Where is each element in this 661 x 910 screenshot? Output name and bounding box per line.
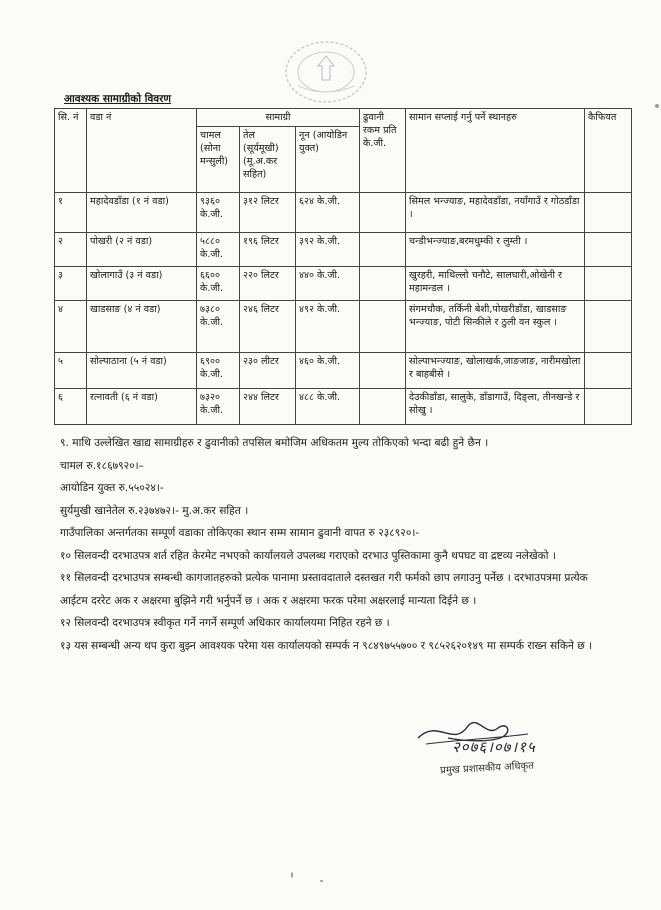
- cell-oil: ३१२ लिटर: [240, 193, 296, 233]
- cell-places: संगमचौक, तर्किनी बेशी,पोखरीडाँडा, खाडसाङ भन्ज्याङ, पोटी सिन्कीले र ठुली वन स्कुल ।: [406, 301, 585, 353]
- cell-rate: [360, 193, 406, 233]
- header-salt: नून (आयोडिन युक्त): [296, 127, 360, 193]
- cell-remarks: [585, 301, 632, 353]
- cell-ward: रत्नावती (६ नं वडा): [87, 389, 197, 425]
- scan-speck: [655, 104, 659, 108]
- cell-rice: ५८८० के.जी.: [197, 233, 240, 267]
- scan-speck: [320, 880, 323, 882]
- cell-salt: ४४० के.जी.: [296, 267, 360, 301]
- cell-oil: २४६ लिटर: [240, 301, 296, 353]
- cell-salt: ४९२ के.जी.: [296, 301, 360, 353]
- cell-remarks: [585, 193, 632, 233]
- cell-rate: [360, 353, 406, 389]
- cell-salt: ६२४ के.जी.: [296, 193, 360, 233]
- note-rice-price: चामल रु.१८६७९२०।–: [60, 459, 144, 472]
- table-row: [55, 233, 632, 267]
- note-11: ११ सिलवन्दी दरभाउपत्र सम्बन्धी कागजातहरुको प्रत्येक पानामा प्रस्तावदाताले दस्तखत गरी फर्मको छाप लगाउनु पर्नेछ । दरभाउपत्रमा प्रत्येक आईटम दररेट अक र अक्षरमा बुझिने गरी भर्नुपर्ने छ । अक र अक्षरमा फरक परेमा अक्षरलाई मान्यता दिईने छ ।: [60, 572, 588, 607]
- cell-oil: २३० लीटर: [240, 353, 296, 389]
- cell-salt: ३९२ के.जी.: [296, 233, 360, 267]
- cell-sn: १: [55, 193, 87, 233]
- note-13: १३ यस सम्बन्धी अन्य थप कुरा बुझ्न आवश्यक परेमा यस कार्यालयको सम्पर्क न ९८४९७५५७०० र ९८५२६२०१४९ मा सम्पर्क राख्न सकिने छ ।: [60, 639, 593, 652]
- cell-places: देउकीडाँडा, सालुके, डाँडागाउँ, दिङ्ला, तीनखन्डे र सोखु ।: [406, 389, 585, 425]
- scan-speck: [291, 872, 293, 878]
- cell-rate: [360, 389, 406, 425]
- cell-sn: ४: [55, 301, 87, 353]
- note-oil-price: सुर्यमुखी खानेतेल रु.२३७४७२।- मु.अ.कर सहित ।: [60, 504, 249, 517]
- cell-sn: ६: [55, 389, 87, 425]
- note-salt-price: आयोडिन युक्त रु.५५०२४।-: [60, 482, 164, 494]
- terms-and-conditions: [60, 432, 605, 657]
- note-9: ९. माथि उल्लेखित खाद्य सामाग्रीहरु र ढुवानीको तपसिल बमोजिम अधिकतम मुल्य तोकिएको भन्दा बढी हुने छैन ।: [60, 437, 489, 449]
- cell-ward: खोलागाउँ (३ नं वडा): [87, 267, 197, 301]
- header-material: सामाग्री: [197, 109, 360, 127]
- cell-ward: महादेवडाँडा (१ नं वडा): [87, 193, 197, 233]
- table-row: [55, 267, 632, 301]
- cell-places: चन्डीभन्ज्याङ,बरमधुम्की र लुम्ती ।: [406, 233, 585, 267]
- section-heading: आवश्यक सामाग्रीको विवरण: [64, 93, 172, 105]
- cell-places: खुरहरी, माथिल्लो चनौटे, सालघारी,ओखेनी र महामन्डल ।: [406, 267, 585, 301]
- cell-ward: पोखरी (२ नं वडा): [87, 233, 197, 267]
- cell-places: सोल्पाभन्ज्याङ, खोलाखर्क,जाङजाङ, नारीमखोला र बाहबीसे ।: [406, 353, 585, 389]
- table-header-row: [55, 109, 632, 127]
- cell-ward: खाडसाङ (४ नं वडा): [87, 301, 197, 353]
- cell-rice: ९३६० के.जी.: [197, 193, 240, 233]
- cell-sn: २: [55, 233, 87, 267]
- cell-oil: २४४ लिटर: [240, 389, 296, 425]
- cell-rice: ६९०० के.जी.: [197, 353, 240, 389]
- header-sn: सि. नं: [55, 109, 87, 193]
- signature-date: २०७६।०७।१५: [452, 738, 536, 756]
- header-ward: वडा नं: [87, 109, 197, 193]
- header-rate: ढुवानी रकम प्रति के.जी.: [360, 109, 406, 193]
- header-rice: चामल (सोना मन्सुली): [197, 127, 240, 193]
- cell-rice: ७३८० के.जी.: [197, 301, 240, 353]
- cell-salt: ४८८ के.जी.: [296, 389, 360, 425]
- cell-remarks: [585, 389, 632, 425]
- cell-remarks: [585, 233, 632, 267]
- cell-rate: [360, 267, 406, 301]
- note-10: १० सिलवन्दी दरभाउपत्र शर्त रहित केरमेट नभएको कार्यालयले उपलब्ध गराएको दरभाउ पुस्तिकामा कुनै थपघट वा द्रष्टव्य नलेखेको ।: [60, 549, 556, 562]
- cell-remarks: [585, 353, 632, 389]
- office-seal-stamp: [278, 36, 374, 108]
- cell-rice: ६६०० के.जी.: [197, 267, 240, 301]
- materials-table: [54, 108, 632, 425]
- header-remarks: कैफियत: [585, 109, 632, 193]
- cell-oil: २२० लिटर: [240, 267, 296, 301]
- cell-remarks: [585, 267, 632, 301]
- cell-oil: १९६ लिटर: [240, 233, 296, 267]
- table-row: [55, 389, 632, 425]
- cell-sn: ३: [55, 267, 87, 301]
- header-places: सामान सप्लाई गर्नु पर्ने स्थानहरु: [406, 109, 585, 193]
- table-row: [55, 301, 632, 353]
- note-12: १२ सिलवन्दी दरभाउपत्र स्वीकृत गर्ने नगर्ने सम्पूर्ण अधिकार कार्यालयमा निहित रहने छ ।: [60, 617, 390, 629]
- cell-salt: ४६० के.जी.: [296, 353, 360, 389]
- header-oil: तेल (सूर्यमूखी) (मू.अ.कर सहित): [240, 127, 296, 193]
- cell-ward: सोल्पाठाना (५ नं वडा): [87, 353, 197, 389]
- cell-rice: ७३२० के.जी.: [197, 389, 240, 425]
- note-transport-price: गाउँपालिका अन्तर्गतका सम्पूर्ण वडाका तोकिएका स्थान सम्म सामान ढुवानी वापत रु २३८९२०।-: [60, 527, 420, 539]
- cell-sn: ५: [55, 353, 87, 389]
- cell-places: सिमल भन्ज्याङ, महादेवडाँडा, नयाँगाउँ र गोठडाँडा ।: [406, 193, 585, 233]
- signatory-title: प्रमुख प्रशासकीय अधिकृत: [439, 760, 535, 777]
- cell-rate: [360, 233, 406, 267]
- table-row: [55, 193, 632, 233]
- table-row: [55, 353, 632, 389]
- cell-rate: [360, 301, 406, 353]
